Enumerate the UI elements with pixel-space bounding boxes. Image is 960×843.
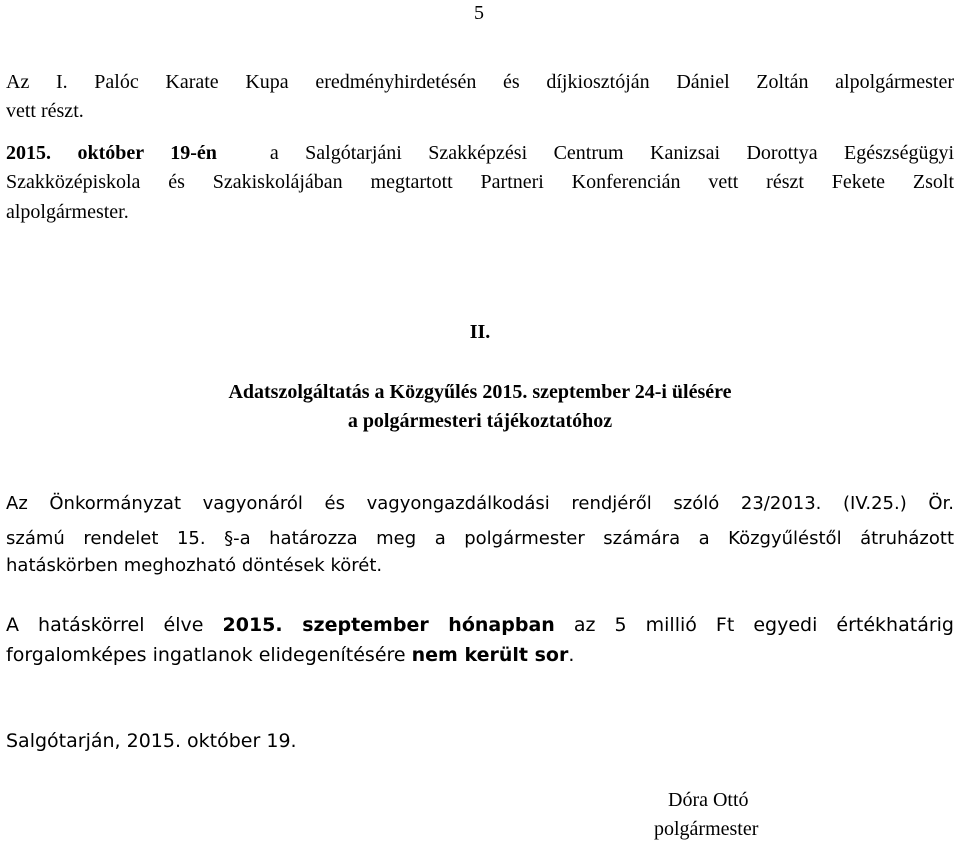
paragraph-2-line-3: alpolgármester. xyxy=(6,201,129,223)
paragraph-2-line-1-text: a Salgótarjáni Szakképzési Centrum Kanizsai Dorottya Egészségügyi xyxy=(269,142,955,164)
paragraph-2-line-1 xyxy=(6,143,954,163)
paragraph-2-date: 2015. október 19-én xyxy=(6,142,217,164)
section-title-line-1: Adatszolgáltatás a Közgyűlés 2015. szeptember 24-i ülésére xyxy=(228,381,732,403)
date-line: Salgótarján, 2015. október 19. xyxy=(6,730,297,752)
paragraph-4-outcome: nem került sor xyxy=(411,644,569,666)
paragraph-4-period: 2015. szeptember hónapban xyxy=(222,614,555,636)
signature-title: polgármester xyxy=(654,818,759,840)
section-title-line-2: a polgármesteri tájékoztatóhoz xyxy=(347,410,613,432)
paragraph-4-text-d: forgalomképes ingatlanok elidegenítésére xyxy=(6,644,406,666)
signature-name: Dóra Ottó xyxy=(668,789,749,811)
paragraph-3-line-3: hatáskörben meghozható döntések körét. xyxy=(6,555,383,576)
page-number: 5 xyxy=(474,2,484,24)
paragraph-4-period-end: . xyxy=(568,644,575,666)
paragraph-3-line-2: számú rendelet 15. §-a határozza meg a polgármester számára a Közgyűléstől átruházott xyxy=(6,528,954,549)
paragraph-2-line-2: Szakközépiskola és Szakiskolájában megtartott Partneri Konferencián vett részt Fekete Zsolt xyxy=(6,171,954,193)
paragraph-4-text-a: A hatáskörrel élve xyxy=(6,614,204,636)
paragraph-4-line-2 xyxy=(6,646,574,665)
section-numeral: II. xyxy=(469,321,491,343)
paragraph-1-line-1: Az I. Palóc Karate Kupa eredményhirdetésén és díjkiosztóján Dániel Zoltán alpolgármester xyxy=(6,71,954,93)
paragraph-3-line-1: Az Önkormányzat vagyonáról és vagyongazdálkodási rendjéről szóló 23/2013. (IV.25.) Ör. xyxy=(6,493,954,514)
paragraph-1-line-2: vett részt. xyxy=(6,100,84,122)
paragraph-4-line-1 xyxy=(6,616,954,635)
paragraph-4-text-c: az 5 millió Ft egyedi értékhatárig xyxy=(573,614,954,636)
